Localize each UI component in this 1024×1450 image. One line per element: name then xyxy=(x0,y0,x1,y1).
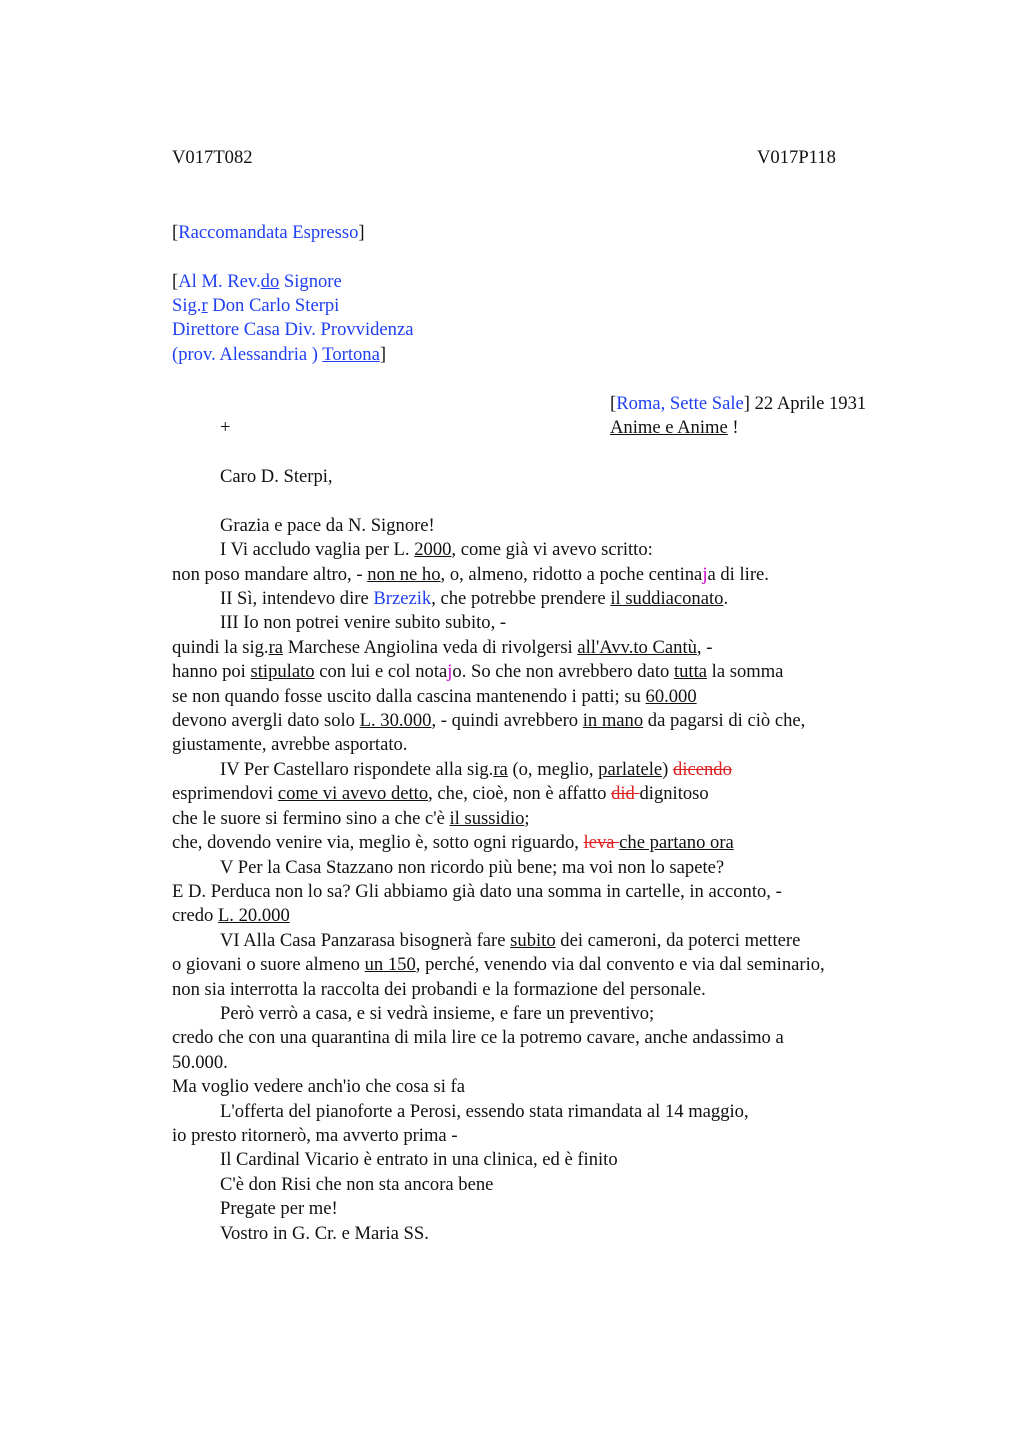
body-line: io presto ritornerò, ma avverto prima - xyxy=(172,1125,458,1146)
delivery-note: [Raccomandata Espresso] xyxy=(172,222,365,243)
closing-line: Vostro in G. Cr. e Maria SS. xyxy=(220,1223,429,1244)
body-line: L'offerta del pianoforte a Perosi, essendo stata rimandata al 14 maggio, xyxy=(220,1101,749,1122)
address-line-2: Sig.r Don Carlo Sterpi xyxy=(172,295,340,316)
body-line: I Vi accludo vaglia per L. 2000, come già vi avevo scritto: xyxy=(220,539,653,560)
dateline: [Roma, Sette Sale] 22 Aprile 1931 xyxy=(610,393,867,414)
header-right-code: V017P118 xyxy=(757,147,836,168)
cross-mark: + xyxy=(220,417,231,438)
body-line: C'è don Risi che non sta ancora bene xyxy=(220,1174,494,1195)
address-line-4: (prov. Alessandria ) Tortona] xyxy=(172,344,387,365)
body-line: III Io non potrei venire subito subito, - xyxy=(220,612,507,633)
body-line: che le suore si fermino sino a che c'è il sussidio; xyxy=(172,808,530,829)
body-line: E D. Perduca non lo sa? Gli abbiamo già dato una somma in cartelle, in acconto, - xyxy=(172,881,782,902)
body-line: Pregate per me! xyxy=(220,1198,338,1219)
body-line: se non quando fosse uscito dalla cascina mantenendo i patti; su 60.000 xyxy=(172,686,697,707)
address-line-1: [Al M. Rev.do Signore xyxy=(172,271,342,292)
body-line: hanno poi stipulato con lui e col notajo. So che non avrebbero dato tutta la somma xyxy=(172,661,784,682)
body-line: Il Cardinal Vicario è entrato in una clinica, ed è finito xyxy=(220,1149,618,1170)
body-line: devono avergli dato solo L. 30.000, - quindi avrebbero in mano da pagarsi di ciò che, xyxy=(172,710,806,731)
header-left-code: V017T082 xyxy=(172,147,253,168)
body-line: che, dovendo venire via, meglio è, sotto ogni riguardo, leva che partano ora xyxy=(172,832,734,853)
body-line: 50.000. xyxy=(172,1052,228,1073)
motto: Anime e Anime ! xyxy=(610,417,739,438)
body-line: II Sì, intendevo dire Brzezik, che potrebbe prendere il suddiaconato. xyxy=(220,588,729,609)
body-line: credo che con una quarantina di mila lire ce la potremo cavare, anche andassimo a xyxy=(172,1027,784,1048)
body-line: giustamente, avrebbe asportato. xyxy=(172,734,408,755)
body-line: non sia interrotta la raccolta dei probandi e la formazione del personale. xyxy=(172,979,706,1000)
body-line: non poso mandare altro, - non ne ho, o, almeno, ridotto a poche centinaja di lire. xyxy=(172,564,769,585)
body-line: VI Alla Casa Panzarasa bisognerà fare subito dei cameroni, da poterci mettere xyxy=(220,930,801,951)
body-line: o giovani o suore almeno un 150, perché, venendo via dal convento e via dal seminario, xyxy=(172,954,825,975)
body-line: Ma voglio vedere anch'io che cosa si fa xyxy=(172,1076,465,1097)
body-line: Però verrò a casa, e si vedrà insieme, e fare un preventivo; xyxy=(220,1003,655,1024)
body-line: IV Per Castellaro rispondete alla sig.ra (o, meglio, parlatele) dicendo xyxy=(220,759,732,780)
greeting: Grazia e pace da N. Signore! xyxy=(220,515,435,536)
salutation: Caro D. Sterpi, xyxy=(220,466,333,487)
body-line: esprimendovi come vi avevo detto, che, cioè, non è affatto did dignitoso xyxy=(172,783,709,804)
address-line-3: Direttore Casa Div. Provvidenza xyxy=(172,319,414,340)
body-line: V Per la Casa Stazzano non ricordo più bene; ma voi non lo sapete? xyxy=(220,857,725,878)
body-line: credo L. 20.000 xyxy=(172,905,290,926)
body-line: quindi la sig.ra Marchese Angiolina veda di rivolgersi all'Avv.to Cantù, - xyxy=(172,637,713,658)
